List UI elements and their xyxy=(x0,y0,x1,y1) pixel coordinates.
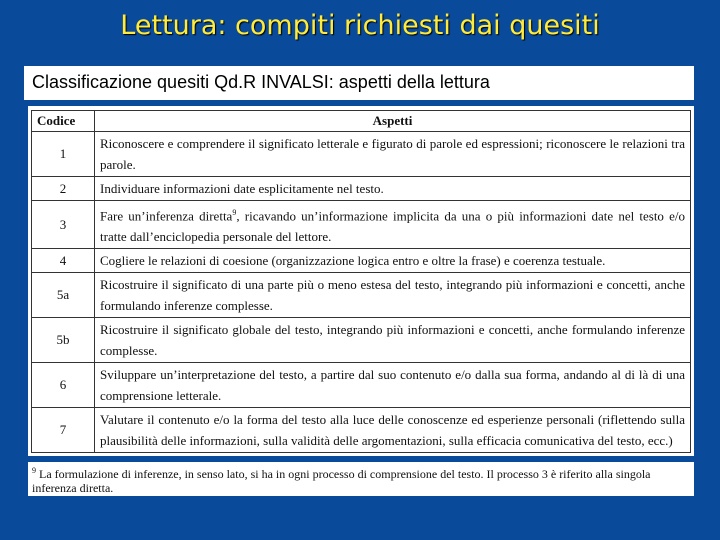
row-aspect xyxy=(95,201,691,249)
table-row xyxy=(32,177,691,201)
footnote-text: La formulazione di inferenze, in senso lato, si ha in ogni processo di comprensione del testo. Il processo 3 è riferito alla singola inferenza diretta. xyxy=(32,467,651,495)
row-code: 6 xyxy=(32,363,95,408)
slide-title: Lettura: compiti richiesti dai quesiti xyxy=(120,10,600,41)
row-aspect: Ricostruire il significato globale del testo, integrando più informazioni e concetti, anche formulando inferenze complesse. xyxy=(95,318,691,363)
row-aspect: Individuare informazioni date esplicitamente nel testo. xyxy=(95,177,691,201)
aspects-table-container xyxy=(28,106,694,456)
row-code: 1 xyxy=(32,132,95,177)
subtitle-box xyxy=(24,66,694,100)
table-row xyxy=(32,273,691,318)
footnote-ref: 9 xyxy=(232,208,237,217)
row-code: 4 xyxy=(32,249,95,273)
subtitle-text: Classificazione quesiti Qd.R INVALSI: aspetti della lettura xyxy=(32,72,490,92)
table-row xyxy=(32,132,691,177)
table-row xyxy=(32,318,691,363)
row-code: 3 xyxy=(32,201,95,249)
row-aspect: Sviluppare un’interpretazione del testo, a partire dal suo contenuto e/o dalla sua forma, andando al di là di una comprensione letterale. xyxy=(95,363,691,408)
header-codice: Codice xyxy=(32,111,95,132)
row-aspect: Valutare il contenuto e/o la forma del testo alla luce delle conoscenze ed esperienze personali (riflettendo sulla plausibilità delle informazioni, sulla validità delle argomentazioni, sulla efficacia comunicativa del testo, ecc.) xyxy=(95,408,691,453)
row-aspect: Riconoscere e comprendere il significato letterale e figurato di parole ed espressioni; riconoscere le relazioni tra parole. xyxy=(95,132,691,177)
table-row xyxy=(32,249,691,273)
row-code: 2 xyxy=(32,177,95,201)
header-aspetti: Aspetti xyxy=(95,111,691,132)
row-aspect: Ricostruire il significato di una parte più o meno estesa del testo, integrando più informazioni e concetti, anche formulando inferenze complesse. xyxy=(95,273,691,318)
row-aspect-text-before: Fare un’inferenza diretta xyxy=(100,208,233,224)
footnote-number: 9 xyxy=(32,466,36,475)
row-code: 5b xyxy=(32,318,95,363)
row-aspect-text-after: , ricavando un’informazione implicita da una o più informazioni date nel testo e/o tratte dall’enciclopedia personale del lettore. xyxy=(100,208,685,245)
row-code: 5a xyxy=(32,273,95,318)
table-row xyxy=(32,408,691,453)
aspects-table xyxy=(31,110,691,453)
footnote xyxy=(28,462,694,496)
row-aspect: Cogliere le relazioni di coesione (organizzazione logica entro e oltre la frase) e coerenza testuale. xyxy=(95,249,691,273)
table-header-row xyxy=(32,111,691,132)
row-code: 7 xyxy=(32,408,95,453)
table-row xyxy=(32,363,691,408)
table-row xyxy=(32,201,691,249)
